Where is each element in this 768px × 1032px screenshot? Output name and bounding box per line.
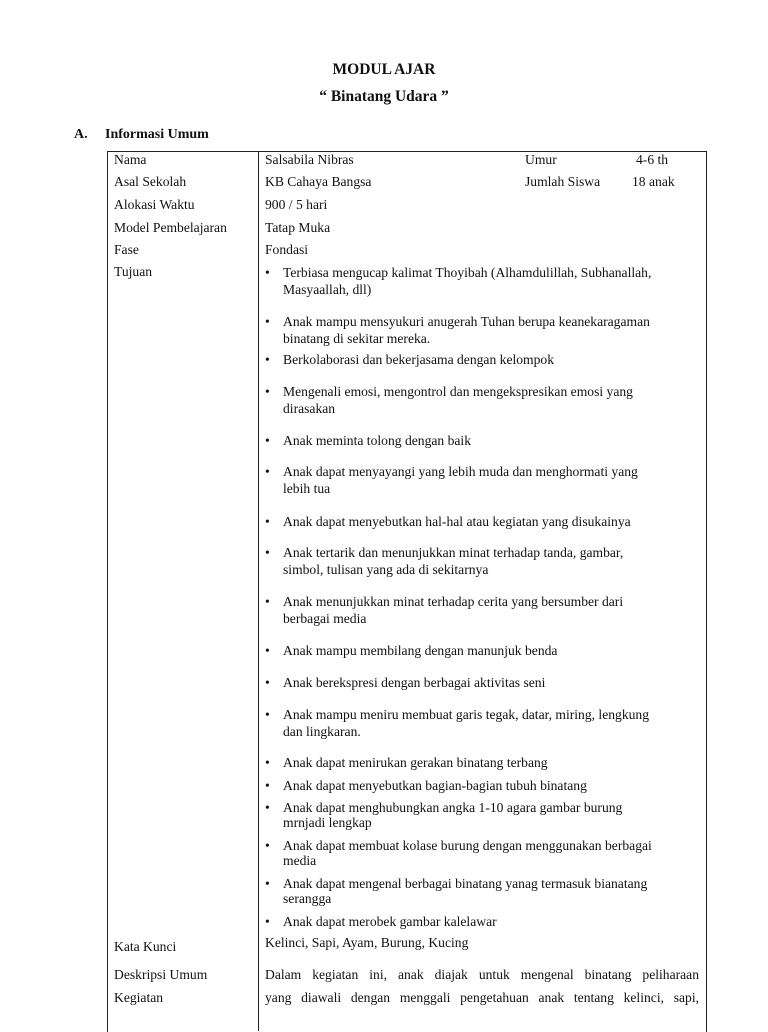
section-letter: A. <box>74 127 88 142</box>
bullet-icon: • <box>265 707 270 722</box>
bullet-icon: • <box>265 778 270 793</box>
bullet-icon: • <box>265 876 270 891</box>
deskripsi-label-line1: Deskripsi Umum <box>114 967 208 982</box>
tujuan-item: • Anak berekspresi dengan berbagai aktivitas seni <box>265 675 546 690</box>
tujuan-item: • Mengenali emosi, mengontrol dan mengekspresikan emosi yang dirasakan <box>265 384 633 416</box>
asal-sekolah-value: KB Cahaya Bangsa <box>265 174 372 189</box>
tujuan-item: • Terbiasa mengucap kalimat Thoyibah (Alhamdulillah, Subhanallah, Masyaallah, dll) <box>265 265 652 297</box>
fase-label: Fase <box>114 242 139 257</box>
bullet-icon: • <box>265 643 270 658</box>
model-pembelajaran-value: Tatap Muka <box>265 220 331 235</box>
jumlah-siswa-value: 18 anak <box>632 174 675 189</box>
tujuan-item: • Anak dapat menyayangi yang lebih muda dan menghormati yang lebih tua <box>265 464 638 496</box>
fase-value: Fondasi <box>265 242 309 257</box>
tujuan-item: • Anak tertarik dan menunjukkan minat terhadap tanda, gambar, simbol, tulisan yang ada di sekitarnya <box>265 545 624 577</box>
deskripsi-text-line2: yang diawali dengan menggali pengetahuan anak tentang kelinci, sapi, <box>265 990 699 1005</box>
tujuan-item: • Anak dapat menyebutkan hal-hal atau kegiatan yang disukainya <box>265 514 631 529</box>
tujuan-item: • Anak dapat membuat kolase burung dengan menggunakan berbagai media <box>265 838 652 868</box>
tujuan-item: • Berkolaborasi dan bekerjasama dengan kelompok <box>265 352 555 367</box>
bullet-icon: • <box>265 514 270 529</box>
asal-sekolah-label: Asal Sekolah <box>114 174 187 189</box>
alokasi-waktu-value: 900 / 5 hari <box>265 197 328 212</box>
umur-label: Umur <box>525 152 557 167</box>
deskripsi-text-line1: Dalam kegiatan ini, anak diajak untuk mengenal binatang peliharaan <box>265 967 699 982</box>
tujuan-item: • Anak meminta tolong dengan baik <box>265 433 472 448</box>
bullet-icon: • <box>265 800 270 815</box>
bullet-icon: • <box>265 755 270 770</box>
tujuan-item: • Anak dapat merobek gambar kalelawar <box>265 914 497 929</box>
jumlah-siswa-label: Jumlah Siswa <box>525 174 601 189</box>
bullet-icon: • <box>265 464 270 479</box>
section-title: Informasi Umum <box>105 127 209 142</box>
tujuan-item: • Anak mampu meniru membuat garis tegak, datar, miring, lengkung dan lingkaran. <box>265 707 650 739</box>
tujuan-item: • Anak dapat menirukan gerakan binatang terbang <box>265 755 548 770</box>
bullet-icon: • <box>265 314 270 329</box>
nama-value: Salsabila Nibras <box>265 152 354 167</box>
model-pembelajaran-label: Model Pembelajaran <box>114 220 227 235</box>
tujuan-item: • Anak mampu membilang dengan manunjuk benda <box>265 643 558 658</box>
alokasi-waktu-label: Alokasi Waktu <box>114 197 195 212</box>
table-divider <box>258 151 259 1031</box>
document-subtitle: “ Binatang Udara ” <box>319 88 449 105</box>
tujuan-label: Tujuan <box>114 264 153 279</box>
tujuan-item: • Anak mampu mensyukuri anugerah Tuhan berupa keanekaragaman binatang di sekitar mereka. <box>265 314 650 346</box>
bullet-icon: • <box>265 352 270 367</box>
bullet-icon: • <box>265 914 270 929</box>
umur-value: 4-6 th <box>636 152 669 167</box>
nama-label: Nama <box>114 152 147 167</box>
kata-kunci-value: Kelinci, Sapi, Ayam, Burung, Kucing <box>265 935 469 950</box>
kata-kunci-label: Kata Kunci <box>114 939 177 954</box>
tujuan-item: • Anak dapat mengenal berbagai binatang yanag termasuk bianatang serangga <box>265 876 648 906</box>
tujuan-item: • Anak menunjukkan minat terhadap cerita yang bersumber dari berbagai media <box>265 594 624 626</box>
bullet-icon: • <box>265 675 270 690</box>
document-title: MODUL AJAR <box>332 61 436 78</box>
bullet-icon: • <box>265 838 270 853</box>
bullet-icon: • <box>265 433 270 448</box>
bullet-icon: • <box>265 545 270 560</box>
deskripsi-label-line2: Kegiatan <box>114 990 164 1005</box>
bullet-icon: • <box>265 594 270 609</box>
tujuan-item: • Anak dapat menyebutkan bagian-bagian tubuh binatang <box>265 778 587 793</box>
bullet-icon: • <box>265 384 270 399</box>
bullet-icon: • <box>265 265 270 280</box>
section-heading <box>74 127 209 143</box>
tujuan-item: • Anak dapat menghubungkan angka 1-10 agara gambar burung mrnjadi lengkap <box>265 800 623 830</box>
